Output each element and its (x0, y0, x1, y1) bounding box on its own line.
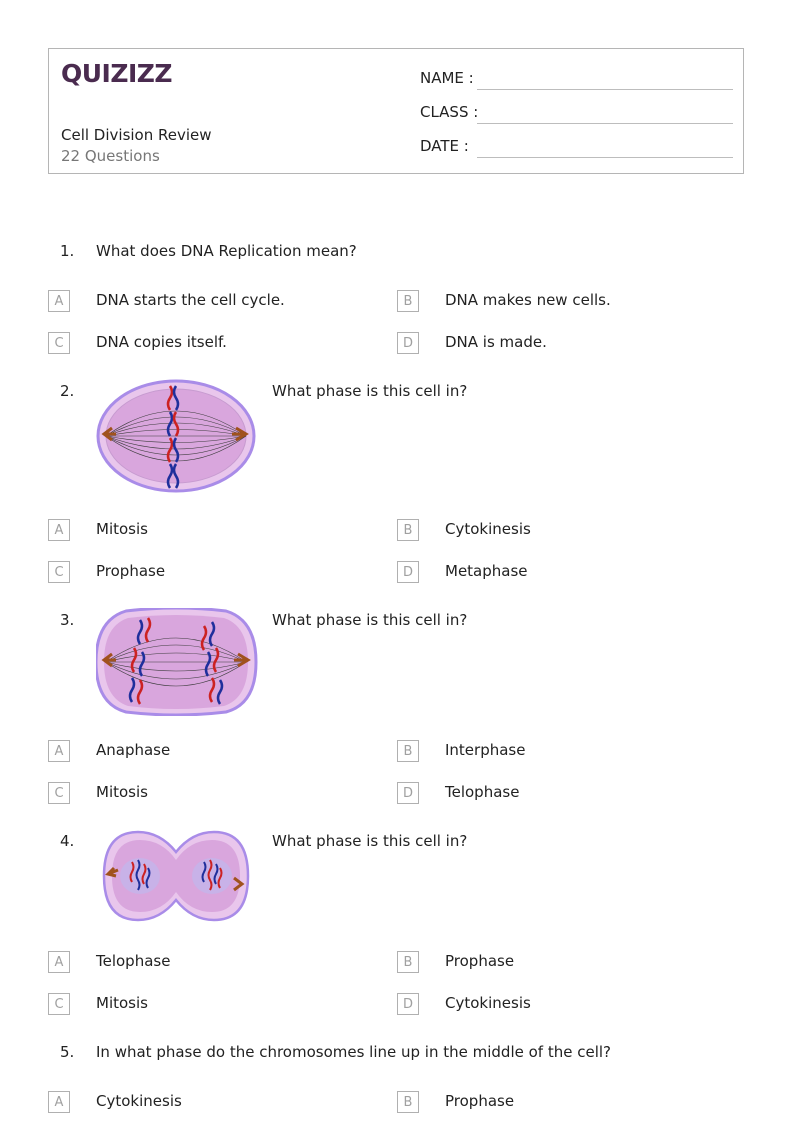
date-field[interactable] (477, 157, 733, 158)
option-letter-d[interactable]: D (397, 332, 419, 354)
question-text: What does DNA Replication mean? (96, 242, 357, 260)
question-number: 4. (60, 832, 75, 850)
quizizz-logo: QUIZIZZ (61, 59, 173, 88)
option-letter-b[interactable]: B (397, 519, 419, 541)
question-text: In what phase do the chromosomes line up in the middle of the cell? (96, 1043, 612, 1061)
worksheet-title: Cell Division Review (61, 126, 212, 144)
option-c-text[interactable]: Mitosis (96, 783, 148, 801)
option-letter-a[interactable]: A (48, 519, 70, 541)
option-b-text[interactable]: Cytokinesis (445, 520, 531, 538)
option-letter-b[interactable]: B (397, 740, 419, 762)
option-b-text[interactable]: Interphase (445, 741, 526, 759)
option-d-text[interactable]: Telophase (445, 783, 520, 801)
option-letter-b[interactable]: B (397, 1091, 419, 1113)
anaphase-cell-image (96, 608, 258, 716)
question-text: What phase is this cell in? (272, 382, 468, 400)
name-label: NAME : (420, 69, 474, 87)
metaphase-cell-image (96, 378, 258, 496)
option-a-text[interactable]: Cytokinesis (96, 1092, 182, 1110)
option-d-text[interactable]: Metaphase (445, 562, 528, 580)
option-letter-d[interactable]: D (397, 561, 419, 583)
option-letter-a[interactable]: A (48, 740, 70, 762)
worksheet-header (48, 48, 744, 174)
name-field[interactable] (477, 89, 733, 90)
class-label: CLASS : (420, 103, 479, 121)
option-d-text[interactable]: Cytokinesis (445, 994, 531, 1012)
option-a-text[interactable]: Anaphase (96, 741, 171, 759)
question-text: What phase is this cell in? (272, 832, 468, 850)
question-count: 22 Questions (61, 147, 160, 165)
option-letter-c[interactable]: C (48, 561, 70, 583)
option-letter-d[interactable]: D (397, 782, 419, 804)
option-a-text[interactable]: DNA starts the cell cycle. (96, 291, 285, 309)
option-a-text[interactable]: Mitosis (96, 520, 148, 538)
option-b-text[interactable]: Prophase (445, 1092, 515, 1110)
question-number: 2. (60, 382, 75, 400)
question-number: 3. (60, 611, 75, 629)
option-letter-c[interactable]: C (48, 993, 70, 1015)
option-letter-a[interactable]: A (48, 951, 70, 973)
option-letter-a[interactable]: A (48, 290, 70, 312)
option-c-text[interactable]: Prophase (96, 562, 166, 580)
option-c-text[interactable]: DNA copies itself. (96, 333, 227, 351)
option-b-text[interactable]: DNA makes new cells. (445, 291, 611, 309)
question-number: 1. (60, 242, 75, 260)
option-d-text[interactable]: DNA is made. (445, 333, 547, 351)
option-a-text[interactable]: Telophase (96, 952, 171, 970)
option-letter-c[interactable]: C (48, 332, 70, 354)
option-letter-a[interactable]: A (48, 1091, 70, 1113)
option-letter-c[interactable]: C (48, 782, 70, 804)
date-label: DATE : (420, 137, 469, 155)
option-c-text[interactable]: Mitosis (96, 994, 148, 1012)
option-letter-b[interactable]: B (397, 951, 419, 973)
question-text: What phase is this cell in? (272, 611, 468, 629)
option-letter-b[interactable]: B (397, 290, 419, 312)
option-letter-d[interactable]: D (397, 993, 419, 1015)
option-b-text[interactable]: Prophase (445, 952, 515, 970)
class-field[interactable] (477, 123, 733, 124)
question-number: 5. (60, 1043, 75, 1061)
telophase-cell-image (100, 830, 252, 922)
